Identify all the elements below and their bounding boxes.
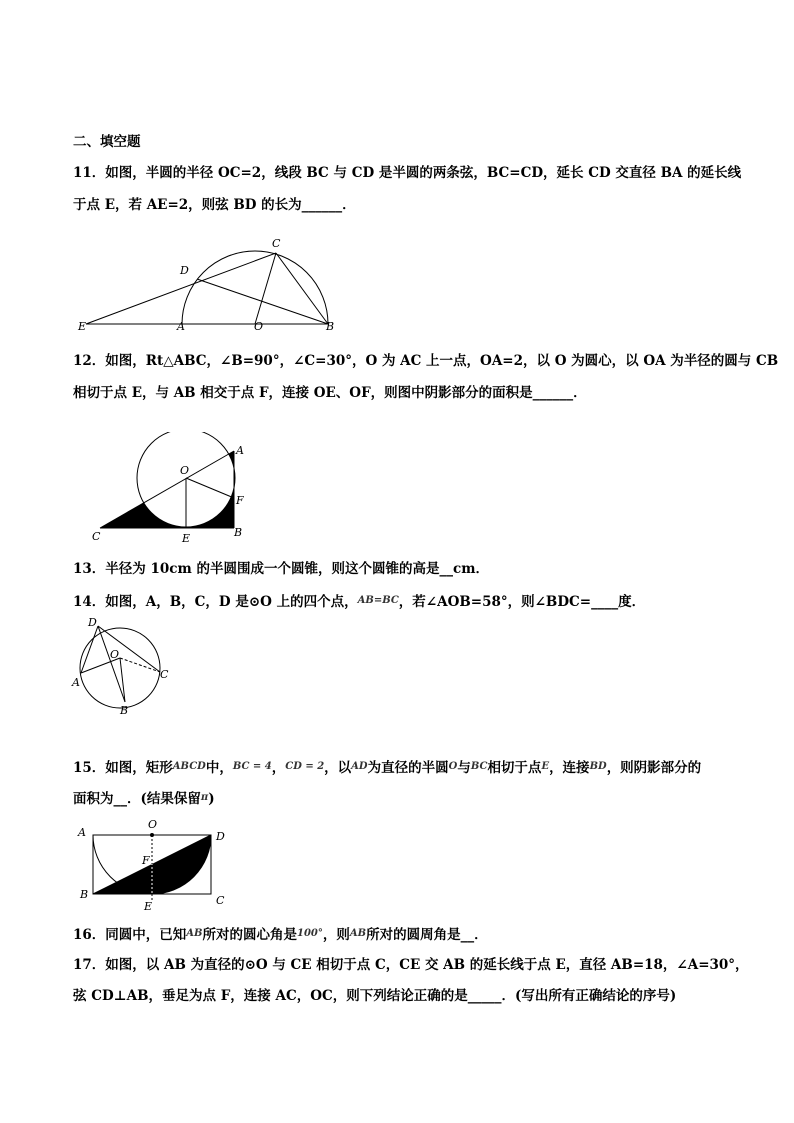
q15-text-l2b: ) [208,791,215,807]
q15-label-O: O [148,818,158,831]
q14-line-OC [120,658,160,672]
q11-figure [70,222,360,334]
q12-figure [88,432,248,547]
q17-line1: 17．如图，以 AB 为直径的⊙O 与 CE 相切于点 C，CE 交 AB 的延长线于点 E，直径 AB=18，∠A=30°， [73,957,749,973]
q15-line1 [73,758,701,777]
q14-label-B: B [120,704,129,717]
q14-circle [80,628,160,708]
q15-label-B: B [80,888,89,901]
q14-arc-eq: AB=BC [357,595,399,606]
q15-label-E: E [144,900,153,913]
section-title: 二、填空题 [73,134,141,150]
q11-line1: 11．如图，半圆的半径 OC=2，线段 BC 与 CD 是半圆的两条弦，BC=CD，延长 CD 交直径 BA 的延长线 [73,165,742,181]
q12-label-O: O [180,464,190,477]
q12-label-B: B [234,526,243,539]
q15-point-O [150,833,154,837]
q11-radius-OC [255,253,276,324]
q16-math-angle: 100° [297,928,323,939]
q11-label-D: D [180,264,189,277]
q15-math-ABCD: ABCD [172,761,206,772]
q11-label-O: O [254,320,264,333]
q15-text-b: 中， [205,760,233,776]
q15-math-CD: CD = 2 [285,761,325,772]
q15-math-pi: π [200,792,209,803]
q17-line2: 弦 CD⊥AB，垂足为点 F，连接 AC，OC，则下列结论正确的是_____．(写出所有正确结论的序号) [73,988,677,1004]
q16-text-d: 所对的圆周角是__． [366,927,488,943]
q14-pre: 14．如图，A，B，C，D 是⊙O 上的四个点， [73,594,358,610]
q15-text-f: 与 [457,760,471,776]
q11-label-E: E [78,320,87,333]
q12-line2: 相切于点 E，与 AB 相交于点 F，连接 OE、OF，则图中阴影部分的面积是______． [73,385,587,401]
q12-label-F: F [236,494,244,507]
q16-text-a: 16．同圆中，已知 [73,927,187,943]
q14-label-O: O [110,648,120,661]
q15-text-g: 相切于点 [487,760,542,776]
q15-text-c: ， [271,760,286,776]
q16-text-c: ，则 [322,927,350,943]
q15-label-A: A [78,826,86,839]
q12-label-C: C [92,530,101,543]
q15-text-e: 为直径的半圆 [367,760,449,776]
q15-text-d: ，以 [324,760,352,776]
q15-label-D: D [216,830,225,843]
q13-line1: 13．半径为 10cm 的半圆围成一个圆锥，则这个圆锥的高是__cm． [73,561,489,577]
q15-math-AD: AD [351,761,368,772]
q15-math-BC: BC = 4 [232,761,272,772]
q15-label-C: C [216,894,225,907]
q14-line1 [73,592,645,611]
q11-line2: 于点 E，若 AE=2，则弦 BD 的长为______． [73,197,356,213]
q11-semicircle [182,251,328,324]
q12-line1: 12．如图，Rt△ABC，∠B=90°，∠C=30°，O 为 AC 上一点，OA=2，以 O 为圆心，以 OA 为半径的圆与 CB [73,353,779,369]
q11-label-C: C [272,237,281,250]
q15-text-a: 15．如图，矩形 [73,760,173,776]
q14-label-D: D [88,616,97,629]
q14-label-A: A [72,676,80,689]
q15-math-E: E [541,761,550,772]
q15-math-O: O [448,761,458,772]
q11-chord-BC [276,253,328,324]
q12-label-A: A [236,444,244,457]
q15-line2 [73,789,215,808]
q15-label-F: F [142,854,150,867]
q11-chord-BD [197,279,328,324]
q15-math-BD: BD [589,761,607,772]
q16-text-b: 所对的圆心角是 [202,927,298,943]
q15-text-l2a: 面积为__．(结果保留 [73,791,201,807]
q11-label-B: B [326,320,335,333]
q12-label-E: E [182,532,191,545]
q16-line1 [73,925,488,944]
q14-line-DC [98,626,160,672]
q15-text-i: ，则阴影部分的 [606,760,702,776]
q14-figure [68,614,178,718]
q15-math-BC2: BC [470,761,488,772]
q16-math-arc1: AB [186,928,203,939]
q15-text-h: ，连接 [549,760,590,776]
q15-figure [72,814,242,914]
q14-line-DA [81,626,98,673]
q14-post: ，若∠AOB=58°，则∠BDC=____度． [398,594,646,610]
q14-label-C: C [160,668,169,681]
q16-math-arc2: AB [349,928,367,939]
q11-label-A: A [177,320,185,333]
